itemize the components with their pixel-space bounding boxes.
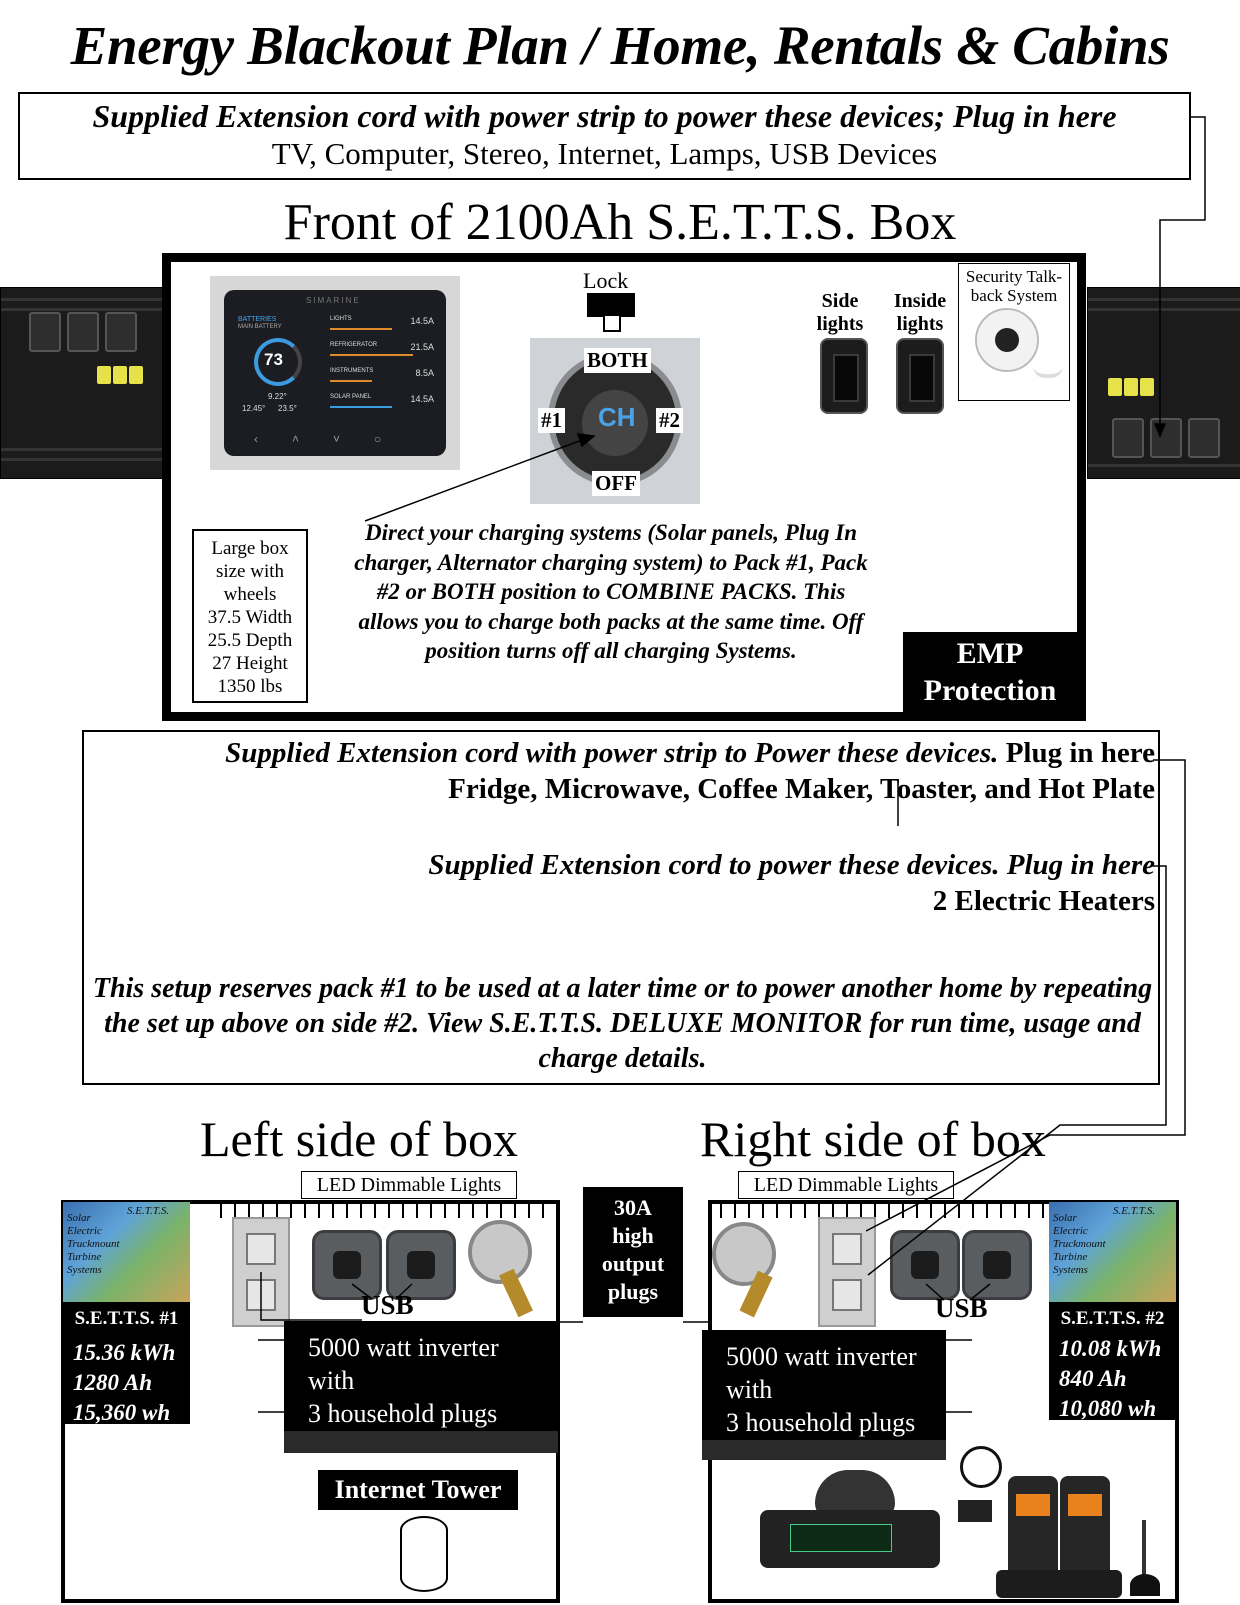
left-inverter-body bbox=[284, 1431, 558, 1453]
row-value: 14.5A bbox=[410, 394, 434, 404]
size-depth: 25.5 Depth bbox=[207, 630, 293, 651]
monitor-temp1: 9.22° bbox=[268, 392, 287, 401]
row-label: LIGHTS bbox=[330, 316, 352, 322]
row-bar bbox=[330, 328, 392, 330]
kitchen-cord-instruction bbox=[225, 737, 1155, 770]
size-width: 37.5 Width bbox=[207, 607, 293, 628]
pack-ah: 1280 Ah bbox=[73, 1370, 153, 1395]
box-size-specs bbox=[192, 529, 308, 703]
page-title: Energy Blackout Plan / Home, Rentals & Cabins bbox=[70, 15, 1170, 76]
inside-lights-switch[interactable] bbox=[896, 338, 944, 414]
monitor-batteries-label: BATTERIES bbox=[238, 316, 277, 323]
right-usb-label: USB bbox=[935, 1293, 988, 1323]
right-led-label: LED Dimmable Lights bbox=[738, 1171, 954, 1199]
row-label: REFRIGERATOR bbox=[330, 342, 378, 348]
battery-pack-icon bbox=[958, 1500, 992, 1522]
internet-tower-label: Internet Tower bbox=[318, 1470, 518, 1510]
lock-icon bbox=[587, 293, 635, 317]
row-label: SOLAR PANEL bbox=[330, 394, 372, 400]
inverter-line: 5000 watt inverter bbox=[726, 1342, 917, 1371]
right-usb-port-1[interactable] bbox=[890, 1230, 960, 1300]
kitchen-devices: Fridge, Microwave, Coffee Maker, Toaster, and Hot Plate bbox=[448, 773, 1155, 805]
cb-radio-icon bbox=[760, 1510, 940, 1568]
pack-wh: 10,080 wh bbox=[1059, 1396, 1157, 1421]
setts-pack-2-card bbox=[1049, 1202, 1176, 1420]
right-inverter-label bbox=[702, 1330, 946, 1440]
internet-tower-icon bbox=[400, 1516, 448, 1592]
30a-plugs-label bbox=[583, 1187, 683, 1317]
monitor-row-refrigerator bbox=[330, 342, 434, 356]
monitor-row-lights bbox=[330, 316, 434, 330]
row-value: 14.5A bbox=[410, 316, 434, 326]
monitor-nav-icons: ‹˄˅○ bbox=[254, 432, 416, 446]
reserve-note: This setup reserves pack #1 to be used at a later time or to power another home by repeating the set up above on side #2. View S.E.T.T.S. DELUXE MONITOR for run time, usage and charge details. bbox=[92, 973, 1153, 1074]
right-led-strip bbox=[720, 1204, 1050, 1218]
security-camera-icon bbox=[975, 308, 1039, 372]
row-bar bbox=[330, 406, 392, 408]
monitor-row-solar bbox=[330, 394, 434, 408]
setts-pack-2-values bbox=[1059, 1334, 1161, 1424]
antenna-base-icon bbox=[1130, 1574, 1160, 1596]
battery-percent: 73 bbox=[264, 350, 283, 369]
inverter-line: 3 household plugs bbox=[308, 1399, 498, 1428]
emp-line1: EMP bbox=[956, 637, 1024, 670]
inside-lights-label: Inside lights bbox=[893, 290, 947, 335]
pack-wh: 15,360 wh bbox=[73, 1400, 171, 1425]
lock-label: Lock bbox=[583, 268, 629, 293]
emp-protection-badge bbox=[903, 632, 1077, 713]
power-strip-instruction: Supplied Extension cord with power strip to power these devices; Plug in here bbox=[92, 98, 1117, 134]
left-side-title: Left side of box bbox=[200, 1111, 518, 1167]
size-line: size with bbox=[215, 561, 285, 582]
size-weight: 1350 lbs bbox=[217, 676, 283, 697]
right-side-title: Right side of box bbox=[700, 1111, 1046, 1167]
heater-cord-instruction: Supplied Extension cord to power these devices. Plug in here bbox=[428, 849, 1155, 881]
setts-logo-image bbox=[1049, 1202, 1176, 1302]
left-usb-label: USB bbox=[361, 1290, 414, 1320]
right-inverter-body bbox=[702, 1440, 946, 1460]
monitor-screen bbox=[224, 290, 446, 456]
plug-line: 30A bbox=[614, 1195, 652, 1220]
side-lights-label: Side lights bbox=[816, 290, 864, 335]
plug-line: plugs bbox=[607, 1279, 659, 1304]
selector-off: OFF bbox=[592, 471, 640, 496]
inverter-line: with bbox=[726, 1375, 773, 1404]
security-label: Security Talk-back System bbox=[965, 267, 1063, 305]
right-inverter-image bbox=[1087, 287, 1240, 479]
size-line: Large box bbox=[211, 538, 289, 559]
side-lights-switch[interactable] bbox=[820, 338, 868, 414]
power-strip-devices: TV, Computer, Stereo, Internet, Lamps, USB Devices bbox=[271, 136, 938, 171]
inverter-line: 3 household plugs bbox=[726, 1408, 916, 1437]
inverter-line: with bbox=[308, 1366, 355, 1395]
setts-img-line: Systems bbox=[67, 1264, 102, 1276]
left-ignition-key-icon bbox=[468, 1220, 538, 1320]
setts-img-line: Truckmount bbox=[1053, 1238, 1106, 1250]
setts-img-line: Truckmount bbox=[67, 1238, 120, 1250]
row-value: 8.5A bbox=[415, 368, 434, 378]
charger-base-icon bbox=[996, 1570, 1122, 1598]
selector-pack1: #1 bbox=[538, 408, 565, 433]
emp-line2: Protection bbox=[923, 674, 1057, 707]
right-usb-port-2[interactable] bbox=[962, 1230, 1032, 1300]
plug-line: high bbox=[612, 1223, 654, 1248]
selector-pack2: #2 bbox=[656, 408, 683, 433]
setts-pack-1-values bbox=[73, 1338, 175, 1428]
setts-pack-2-name: S.E.T.T.S. #2 bbox=[1060, 1308, 1165, 1329]
charging-instructions: Direct your charging systems (Solar panels, Plug In charger, Alternator charging system) to Pack #1, Pack #2 or BOTH position to COMBINE PACKS. This allows you to charge both packs at the same time. Off position turns off all charging Systems. bbox=[354, 520, 868, 663]
setts-img-line: Systems bbox=[1053, 1264, 1088, 1276]
row-bar bbox=[330, 354, 413, 356]
left-led-label: LED Dimmable Lights bbox=[301, 1171, 517, 1199]
inverter-line: 5000 watt inverter bbox=[308, 1333, 499, 1362]
selector-both: BOTH bbox=[584, 348, 651, 373]
setts-img-line: Solar bbox=[1053, 1212, 1077, 1224]
setts-img-brand: S.E.T.T.S. bbox=[127, 1205, 170, 1217]
kitchen-cord-italic: Supplied Extension cord with power strip to Power these devices. bbox=[225, 737, 999, 769]
monitor-brand: SIMARINE bbox=[306, 296, 361, 305]
left-inverter-image bbox=[0, 287, 165, 479]
monitor-battery-sub: MAIN BATTERY bbox=[238, 324, 282, 330]
kitchen-cord-plug: Plug in here bbox=[998, 737, 1155, 769]
security-camera-box bbox=[958, 263, 1070, 401]
pack-kwh: 15.36 kWh bbox=[73, 1340, 176, 1365]
plug-line: output bbox=[601, 1251, 665, 1276]
size-height: 27 Height bbox=[212, 653, 288, 674]
setts-img-line: Turbine bbox=[1053, 1251, 1088, 1263]
heater-devices: 2 Electric Heaters bbox=[932, 885, 1155, 917]
setts-img-line: Solar bbox=[67, 1212, 91, 1224]
setts-pack-1-card bbox=[63, 1202, 190, 1424]
setts-img-brand: S.E.T.T.S. bbox=[1113, 1205, 1156, 1217]
left-inverter-label bbox=[284, 1321, 558, 1431]
setts-img-line: Electric bbox=[67, 1225, 102, 1237]
setts-img-line: Electric bbox=[1053, 1225, 1088, 1237]
earpiece-icon bbox=[960, 1446, 1002, 1488]
power-strip-note-top bbox=[18, 92, 1191, 180]
front-title: Front of 2100Ah S.E.T.T.S. Box bbox=[283, 194, 957, 251]
setts-logo-image bbox=[63, 1202, 190, 1302]
setts-img-line: Turbine bbox=[67, 1251, 102, 1263]
camera-stand-icon bbox=[1033, 364, 1063, 378]
lock-stem bbox=[603, 316, 621, 332]
pack-ah: 840 Ah bbox=[1059, 1366, 1127, 1391]
antenna-icon bbox=[1142, 1520, 1146, 1580]
setts-pack-1-name: S.E.T.T.S. #1 bbox=[74, 1308, 179, 1329]
left-gfci-outlet[interactable] bbox=[232, 1217, 290, 1327]
pack-kwh: 10.08 kWh bbox=[1059, 1336, 1162, 1361]
monitor-row-instruments bbox=[330, 368, 434, 382]
left-led-strip bbox=[220, 1204, 550, 1218]
selector-brand-icon: CH bbox=[598, 402, 636, 432]
setts-monitor bbox=[210, 276, 460, 470]
right-ignition-key-icon bbox=[712, 1222, 782, 1322]
monitor-volts: 12.45° bbox=[242, 404, 266, 413]
row-value: 21.5A bbox=[410, 342, 434, 352]
row-bar bbox=[330, 380, 372, 382]
size-line: wheels bbox=[223, 584, 277, 605]
monitor-temp2: 23.5° bbox=[278, 404, 297, 413]
right-gfci-outlet[interactable] bbox=[818, 1217, 876, 1327]
row-label: INSTRUMENTS bbox=[330, 368, 374, 374]
